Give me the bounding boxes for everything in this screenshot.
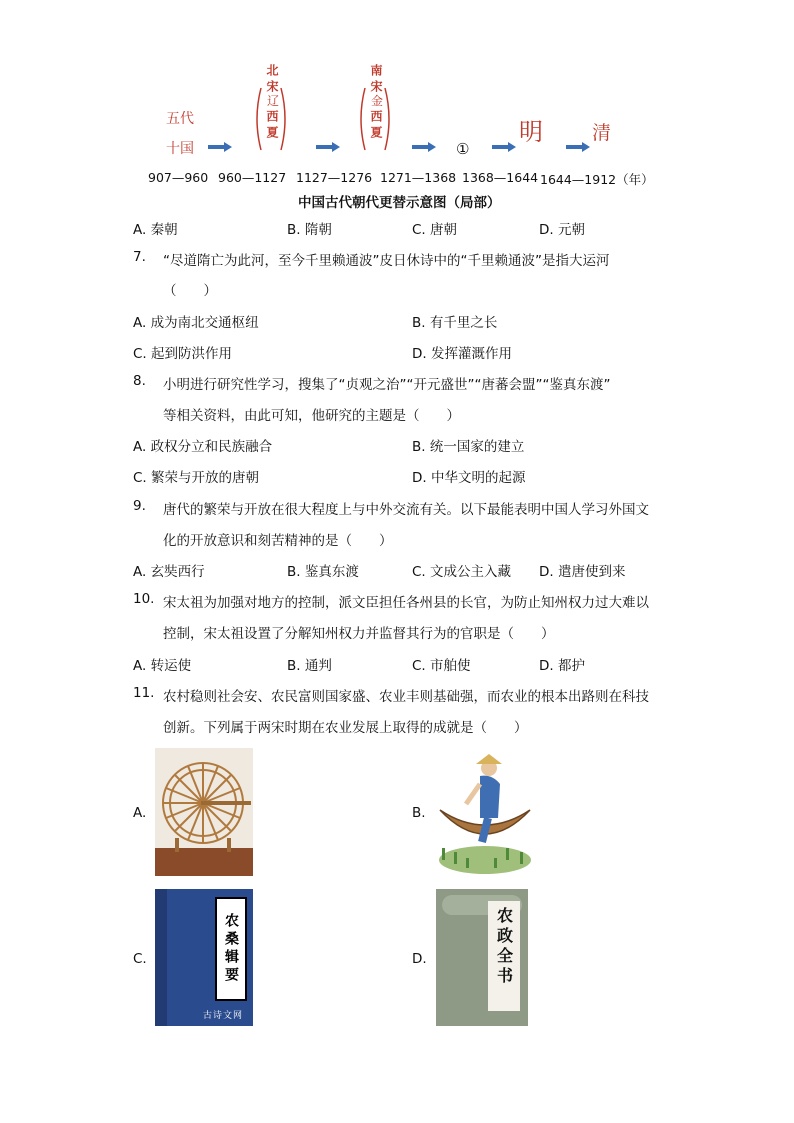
dynasty-text: 南宋 [369,64,383,96]
dynasty-text: 辽 [266,94,279,108]
book-title: 农政全书 [494,907,514,987]
dynasty-text: 北宋 [265,64,279,96]
q8-option-c[interactable]: C. 繁荣与开放的唐朝 [133,470,260,486]
dynasty-blank: ① [456,140,470,158]
water-wheel-icon [155,748,253,876]
arrow-icon [566,142,590,152]
nongzheng-quanshu-book[interactable] [436,889,528,1026]
q11-stem: 农村稳则社会安、农民富则国家盛、农业丰则基础强，而农业的根本出路则在科技 [163,689,649,705]
q9-option-b[interactable]: B. 鉴真东渡 [287,564,359,580]
q9-option-c[interactable]: C. 文成公主入藏 [412,564,512,580]
nongsang-jiyao-book[interactable] [155,889,253,1026]
q8-stem: 小明进行研究性学习，搜集了“贞观之治”“开元盛世”“唐蕃会盟”“鉴真东渡” [163,377,611,393]
q7-option-b[interactable]: B. 有千里之长 [412,315,498,331]
q10-stem: 宋太祖为加强对地方的控制，派文臣担任各州县的长官，为防止知州权力过大难以 [163,595,649,611]
q7-stem: （ ） [163,283,217,299]
q7-stem: “尽道隋亡为此河，至今千里赖通波”皮日休诗中的“千里赖通波”是指大运河 [163,253,610,269]
arrow-icon [208,142,232,152]
q8-stem: 等相关资料，由此可知，他研究的主题是（ ） [163,408,460,424]
farmer-icon [436,748,534,878]
q11-number: 11. [133,685,155,701]
q11-option-a-label[interactable]: A. [133,805,147,821]
q10-option-b[interactable]: B. 通判 [287,658,332,674]
arrow-icon [412,142,436,152]
q9-stem: 化的开放意识和刻苦精神的是（ ） [163,533,393,549]
period-label: 960—1127 [218,170,287,185]
period-label: 1368—1644 [462,170,539,185]
book-spine [155,889,167,1026]
q8-number: 8. [133,373,146,389]
q6-option-c[interactable]: C. 唐朝 [412,222,458,238]
q9-option-a[interactable]: A. 玄奘西行 [133,564,205,580]
q9-option-d[interactable]: D. 遣唐使到来 [539,564,626,580]
dynasty-qing: 清 [592,122,612,144]
period-label: 1644—1912（年） [540,172,654,187]
q10-stem: 控制，宋太祖设置了分解知州权力并监督其行为的官职是（ ） [163,626,555,642]
book-title-label [215,897,247,1001]
q7-option-d[interactable]: D. 发挥灌溉作用 [412,346,512,362]
q6-option-a[interactable]: A. 秦朝 [133,222,178,238]
dynasty-text: 五代 [166,111,194,127]
q8-option-a[interactable]: A. 政权分立和民族融合 [133,439,273,455]
q8-option-b[interactable]: B. 统一国家的建立 [412,439,525,455]
seedling-boat-image[interactable] [436,748,534,878]
q10-option-a[interactable]: A. 转运使 [133,658,192,674]
q11-stem: 创新。下列属于两宋时期在农业发展上取得的成就是（ ） [163,720,528,736]
q8-option-d[interactable]: D. 中华文明的起源 [412,470,526,486]
q7-number: 7. [133,249,146,265]
period-label: 1271—1368 [380,170,457,185]
dynasty-text: 十国 [166,141,194,157]
q10-option-c[interactable]: C. 市舶使 [412,658,471,674]
arrow-icon [316,142,340,152]
q7-option-c[interactable]: C. 起到防洪作用 [133,346,233,362]
dynasty-text: 西夏 [369,110,383,142]
water-wheel-image[interactable] [155,748,253,876]
q11-option-c-label[interactable]: C. [133,951,147,967]
q9-number: 9. [133,498,146,514]
q11-option-b-label[interactable]: B. [412,805,426,821]
q6-option-b[interactable]: B. 隋朝 [287,222,332,238]
period-label: 1127—1276 [296,170,373,185]
period-label: 907—960 [148,170,209,185]
q9-stem: 唐代的繁荣与开放在很大程度上与中外交流有关。以下最能表明中国人学习外国文 [163,502,649,518]
q10-option-d[interactable]: D. 都护 [539,658,585,674]
dynasty-text: 金 [370,94,383,108]
dynasty-nansong [367,64,387,142]
q11-option-d-label[interactable]: D. [412,951,427,967]
q6-option-d[interactable]: D. 元朝 [539,222,585,238]
dynasty-beisong [263,64,283,142]
book-title-label [488,901,520,1011]
arrow-icon [492,142,516,152]
dynasty-ming: 明 [519,118,543,146]
diagram-caption: 中国古代朝代更替示意图（局部） [298,195,501,211]
dynasty-text: 西夏 [265,110,279,142]
book-footer: 古诗文网 [203,1011,244,1021]
q10-number: 10. [133,591,155,607]
book-title: 农桑辑要 [223,913,239,985]
q7-option-a[interactable]: A. 成为南北交通枢纽 [133,315,259,331]
dynasty-wudai [166,104,194,164]
